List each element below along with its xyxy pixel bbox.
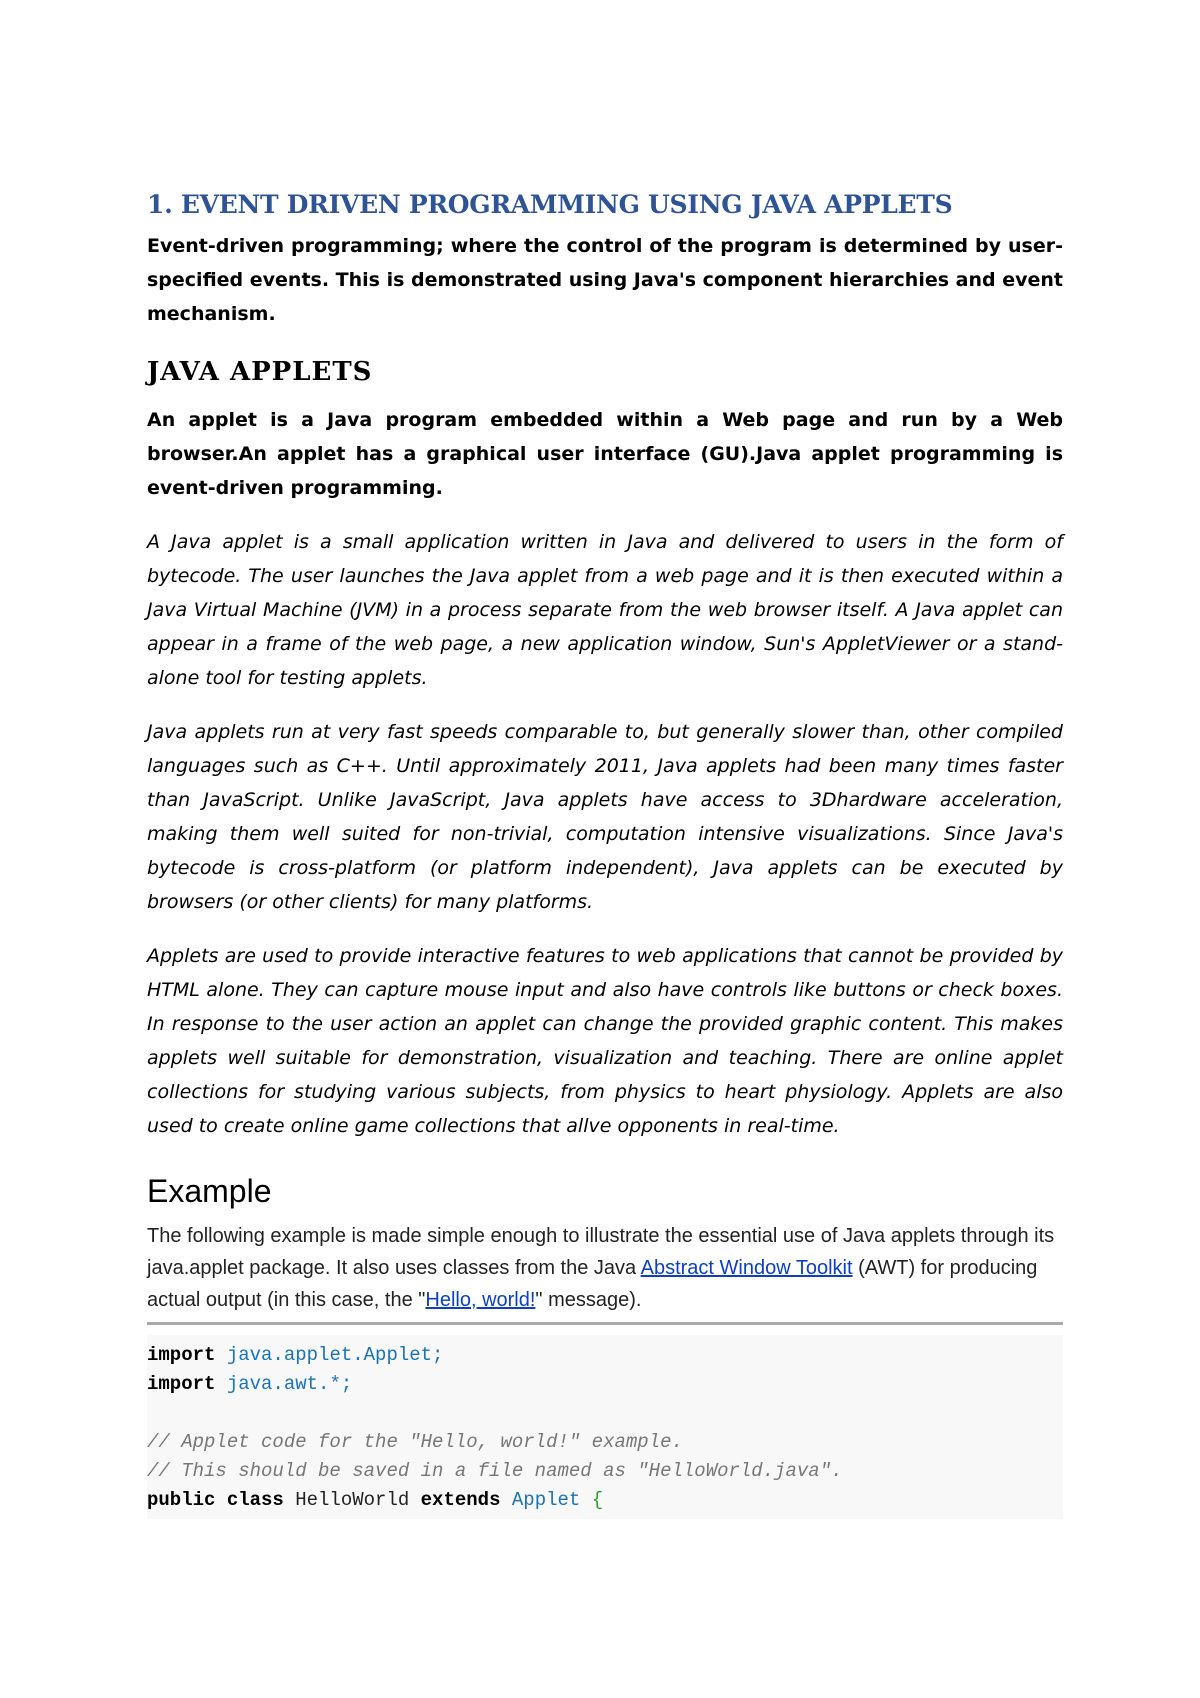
applets-heading: JAVA APPLETS	[147, 357, 373, 387]
code-comment: // This should be saved in a file named as "HelloWorld.java".	[147, 1460, 843, 1482]
applet-description-paragraph: A Java applet is a small application written in Java and delivered to users in the form of bytecode. The user launches the Java applet from a web page and it is then executed within a Java Virtual Machine (JVM) in a process separate from the web browser itself. A Java applet can appear in a frame of the web page, a new application window, Sun's AppletViewer or a stand-alone tool for testing applets.	[147, 531, 1063, 689]
code-line-2	[147, 1370, 1063, 1399]
awt-link[interactable]: Abstract Window Toolkit	[640, 1257, 853, 1279]
code-comment: // Applet code for the "Hello, world!" example.	[147, 1431, 683, 1453]
code-line-1	[147, 1341, 1063, 1370]
code-line-4	[147, 1428, 1063, 1457]
code-divider	[147, 1322, 1063, 1325]
code-line-blank	[147, 1399, 1063, 1428]
code-line-6	[147, 1486, 1063, 1515]
class-keyword: public class	[147, 1489, 284, 1511]
document-page	[147, 190, 1063, 1519]
example-text-2: (AWT) for producing actual output (in this case, the "	[147, 1257, 1038, 1311]
example-paragraph	[147, 1220, 1063, 1316]
extends-keyword: extends	[420, 1489, 501, 1511]
superclass-name: Applet	[500, 1489, 592, 1511]
import-keyword: import	[147, 1373, 216, 1395]
import-keyword: import	[147, 1344, 216, 1366]
import-package: java.awt.*;	[215, 1373, 353, 1395]
code-line-5	[147, 1457, 1063, 1486]
applet-uses-paragraph: Applets are used to provide interactive features to web applications that cannot be provided by HTML alone. They can capture mouse input and also have controls like buttons or check boxes. In response to the user action an applet can change the provided graphic content. This makes applets well suitable for demonstration, visualization and teaching. There are online applet collections for studying various subjects, from physics to heart physiology. Applets are also used to create online game collections that allve opponents in real-time.	[147, 945, 1063, 1137]
section-heading: 1. EVENT DRIVEN PROGRAMMING USING JAVA APPLETS	[147, 190, 953, 219]
applet-definition-paragraph: An applet is a Java program embedded within a Web page and run by a Web browser.An applet has a graphical user interface (GU).Java applet programming is event-driven programming.	[147, 409, 1063, 499]
applet-speed-paragraph: Java applets run at very fast speeds comparable to, but generally slower than, other compiled languages such as C++. Until approximately 2011, Java applets had been many times faster than JavaScript. Unlike JavaScript, Java applets have access to 3Dhardware acceleration, making them well suited for non-trivial, computation intensive visualizations. Since Java's bytecode is cross-platform (or platform independent), Java applets can be executed by browsers (or other clients) for many platforms.	[147, 721, 1063, 913]
example-text-1: The following example is made simple enough to illustrate the essential use of Java applets through its java.applet package. It also uses classes from the Java	[147, 1225, 1055, 1279]
open-brace: {	[591, 1489, 604, 1511]
intro-paragraph: Event-driven programming; where the control of the program is determined by user-specified events. This is demonstrated using Java's component hierarchies and event mechanism.	[147, 235, 1063, 325]
hello-world-link[interactable]: Hello, world!	[425, 1289, 536, 1311]
import-package: java.applet.Applet;	[215, 1344, 444, 1366]
class-name: HelloWorld	[283, 1489, 421, 1511]
example-text-3: " message).	[535, 1289, 642, 1311]
example-heading: Example	[147, 1173, 272, 1209]
code-block	[147, 1335, 1063, 1519]
